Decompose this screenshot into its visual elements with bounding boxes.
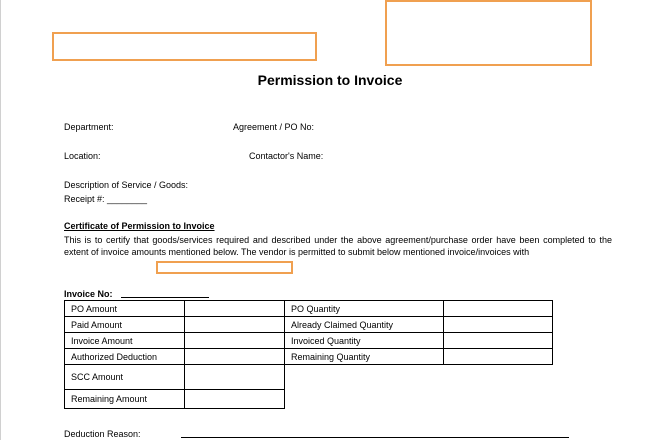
document-title: Permission to Invoice	[257, 72, 403, 88]
amount-label: Remaining Amount	[65, 390, 185, 409]
quantity-label: Remaining Quantity	[285, 349, 444, 365]
quantity-label: Already Claimed Quantity	[285, 317, 444, 333]
amount-value[interactable]	[185, 301, 285, 317]
redaction-box-header	[385, 0, 592, 66]
quantity-value[interactable]	[444, 301, 553, 317]
contractor-name-label: Contactor's Name:	[249, 151, 324, 161]
quantity-value[interactable]	[444, 333, 553, 349]
page-edge	[0, 0, 1, 440]
quantity-label: PO Quantity	[285, 301, 444, 317]
certificate-body: This is to certify that goods/services required and described under the above agreement/purchase order have been completed to the extent of invoice amounts mentioned below. The vendor is permitted to submit below mentioned invoice/invoices with	[64, 235, 612, 257]
quantity-value[interactable]	[444, 349, 553, 365]
redaction-box-inline	[156, 261, 293, 274]
table-row	[65, 301, 285, 317]
table-row	[285, 317, 553, 333]
amount-label: SCC Amount	[65, 365, 185, 390]
redaction-box-logo	[52, 32, 317, 61]
table-row	[65, 333, 285, 349]
invoice-no-label: Invoice No:	[64, 289, 113, 299]
amount-label: PO Amount	[65, 301, 185, 317]
description-label: Description of Service / Goods:	[64, 180, 189, 190]
quantity-label: Invoiced Quantity	[285, 333, 444, 349]
amount-label: Authorized Deduction	[65, 349, 185, 365]
location-label: Location:	[64, 151, 101, 161]
amount-label: Invoice Amount	[65, 333, 185, 349]
agreement-po-label: Agreement / PO No:	[233, 122, 315, 132]
amount-table	[64, 300, 285, 409]
quantity-table	[284, 300, 553, 365]
amount-value[interactable]	[185, 349, 285, 365]
department-label: Department:	[64, 122, 114, 132]
table-row	[65, 317, 285, 333]
table-row	[285, 301, 553, 317]
table-row	[65, 365, 285, 390]
table-row	[65, 390, 285, 409]
table-row	[285, 333, 553, 349]
deduction-reason-line[interactable]	[181, 437, 569, 438]
amount-value[interactable]	[185, 365, 285, 390]
table-row	[65, 349, 285, 365]
deduction-reason-label: Deduction Reason:	[64, 429, 141, 439]
amount-label: Paid Amount	[65, 317, 185, 333]
receipt-label: Receipt #: ________	[64, 194, 148, 204]
amount-value[interactable]	[185, 317, 285, 333]
certificate-heading: Certificate of Permission to Invoice	[64, 221, 215, 231]
amount-value[interactable]	[185, 333, 285, 349]
table-row	[285, 349, 553, 365]
amount-value[interactable]	[185, 390, 285, 409]
invoice-no-line	[121, 297, 209, 298]
quantity-value[interactable]	[444, 317, 553, 333]
